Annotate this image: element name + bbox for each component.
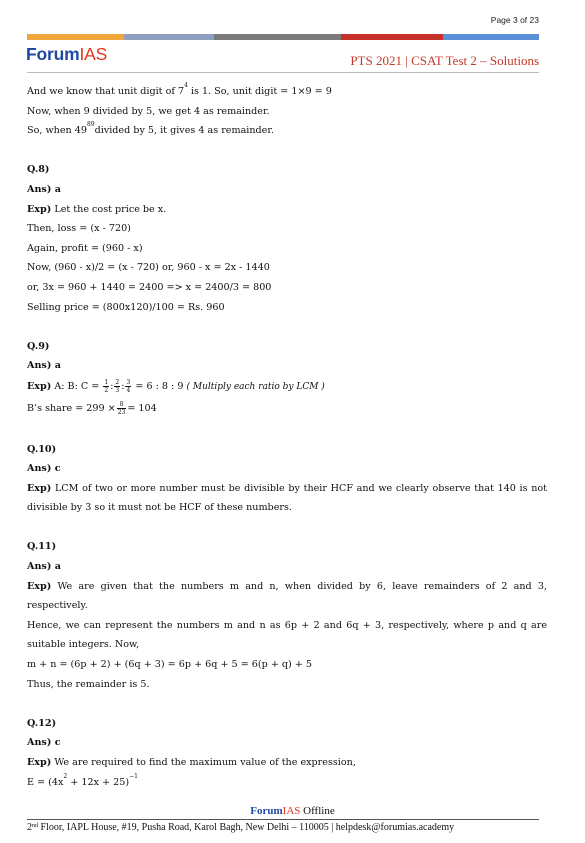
explanation-paragraph: Hence, we can represent the numbers m and n as 6p + 2 and 6q + 3, respectively, where p and q are suitable integers. Now, [27, 619, 547, 651]
question-heading: Q.10) [27, 443, 57, 455]
fraction: $\frac{8}{23}$ [117, 400, 126, 416]
expression-line: $E = (4x^2 + 12x + 25)^{-1}$ [27, 772, 138, 788]
explanation-line: or, 3x = 960 + 1440 = 2400 => x = 2400/3 = 800 [27, 281, 272, 293]
question-heading: Q.12) [27, 717, 57, 729]
explanation-line: Thus, the remainder is 5. [27, 678, 150, 690]
fraction: $\frac{2}{3}$ [115, 378, 120, 394]
page-number: Page 3 of 23 [490, 15, 539, 25]
header-divider [27, 72, 539, 73]
intro-line-1: And we know that unit digit of $7^4$ is 1. So, unit digit = 1×9 = 9 [27, 82, 332, 97]
intro-line-2: Now, when 9 divided by 5, we get 4 as remainder. [27, 105, 270, 117]
answer-line: Ans) a [27, 561, 61, 573]
forumias-logo [26, 44, 107, 65]
explanation-line: Now, (960 - x)/2 = (x - 720) or, 960 - x = 2x - 1440 [27, 262, 270, 274]
explanation-line: Exp) We are required to find the maximum value of the expression, [27, 757, 356, 768]
intro-line-3: So, when $49^{89}divided$ by 5, it gives 4 as remainder. [27, 121, 274, 137]
color-bar-segment [124, 34, 214, 40]
fraction: $\frac{1}{2}$ [104, 378, 109, 394]
footer-brand: ForumIAS Offline [250, 805, 335, 817]
color-bar-segment [214, 34, 341, 40]
answer-line: Ans) c [27, 737, 61, 749]
explanation-line: Then, loss = (x - 720) [27, 223, 131, 235]
document-title: PTS 2021 | CSAT Test 2 – Solutions [350, 53, 539, 68]
explanation-paragraph: Exp) We are given that the numbers m and n, when divided by 6, leave remainders of 2 and 3, respectively. [27, 580, 547, 612]
answer-line: Ans) a [27, 183, 61, 195]
answer-line: Ans) c [27, 463, 61, 475]
explanation-line: m + n = (6p + 2) + (6q + 3) = 6p + 6q + 5 = 6(p + q) + 5 [27, 659, 313, 671]
explanation-line: Again, profit = (960 - x) [27, 242, 143, 254]
document-body [27, 82, 547, 792]
explanation-line: Selling price = (800x120)/100 = Rs. 960 [27, 301, 225, 313]
header-color-bar [27, 34, 539, 40]
color-bar-segment [341, 34, 443, 40]
logo-forum: Forum [26, 44, 80, 64]
color-bar-segment [443, 34, 539, 40]
ratio-equation: Exp) A: B: C = $\frac{1}{2}$ : $\frac{2}{3}$ : $\frac{3}{4}$ = 6 : 8 : 9 ( Multiply each ratio by LCM ) [27, 378, 325, 394]
color-bar-segment [27, 34, 124, 40]
footer-divider [27, 819, 539, 820]
question-heading: Q.9) [27, 340, 50, 352]
footer-address: 2nd Floor, IAPL House, #19, Pusha Road, Karol Bagh, New Delhi – 110005 | helpdesk@forumias.academy [27, 822, 455, 833]
fraction: $\frac{3}{4}$ [126, 378, 131, 394]
explanation-line: Exp) Let the cost price be x. [27, 203, 167, 215]
question-heading: Q.11) [27, 541, 57, 553]
explanation-paragraph: Exp) LCM of two or more number must be divisible by their HCF and we clearly observe that 140 is not divisible by 3 so it must not be HCF of these numbers. [27, 482, 547, 514]
share-equation: B’s share = 299 × $\frac{8}{23}$ = 104 [27, 400, 157, 416]
logo-ias: IAS [79, 44, 108, 64]
question-heading: Q.8) [27, 164, 50, 176]
answer-line: Ans) a [27, 360, 61, 372]
